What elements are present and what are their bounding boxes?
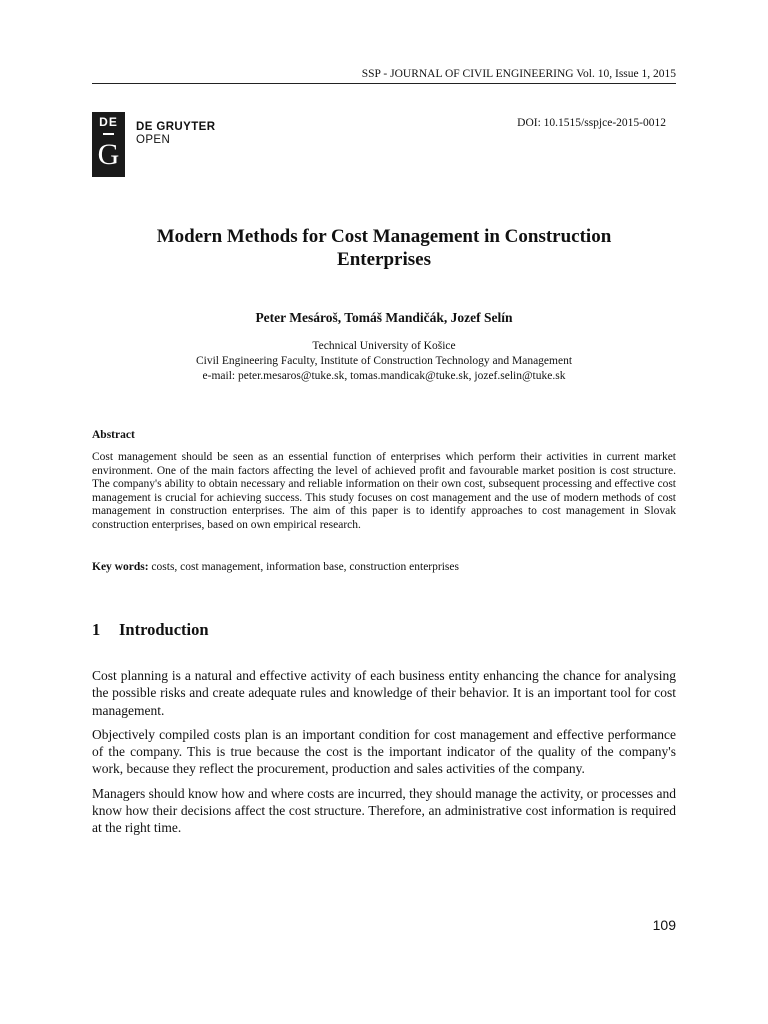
publisher-logo (92, 112, 125, 177)
section-body (92, 667, 676, 844)
paragraph: Objectively compiled costs plan is an important condition for cost management and effective performance of the company. This is true because the cost is the important indicator of the quality of the company's work, because they reflect the procurement, production and sales activities of the company. (92, 726, 676, 777)
affiliation-university: Technical University of Košice (312, 340, 456, 352)
keywords-label: Key words: (92, 561, 149, 573)
abstract-text: Cost management should be seen as an essential function of enterprises which perform their activities in current market environment. One of the main factors affecting the level of achieved profit and favourable market position is cost structure. The company's ability to obtain necessary and reliable information on their own cost, subsequent processing and effective cost management is crucial for achieving success. This study focuses on cost management and the use of modern methods of cost management in construction enterprises. The aim of this paper is to identify approaches to cost management in Slovak construction enterprises, based on own empirical research. (92, 451, 676, 531)
section-title: Introduction (119, 620, 209, 639)
section-number: 1 (92, 620, 101, 639)
brand-line2: OPEN (136, 134, 171, 146)
paragraph: Cost planning is a natural and effective activity of each business entity enhancing the chance for analysing the possible risks and create adequate rules and knowledge of their behavior. It is an important tool for cost management. (92, 668, 676, 718)
paragraph: Managers should know how and where costs are incurred, they should manage the activity, or processes and know how their decisions affect the cost structure. Therefore, an administrative cost information is required at the right time. (92, 785, 676, 836)
keywords-text: costs, cost management, information base, construction enterprises (148, 561, 459, 573)
paper-title (92, 225, 676, 271)
affiliation-faculty: Civil Engineering Faculty, Institute of Construction Technology and Management (195, 355, 573, 367)
title-line2: Enterprises (337, 249, 431, 270)
section-heading (92, 620, 209, 640)
page-number: 109 (652, 917, 676, 933)
logo-mark-bar (103, 133, 114, 135)
authors: Peter Mesároš, Tomáš Mandičák, Jozef Selín (255, 310, 513, 325)
running-head: SSP - JOURNAL OF CIVIL ENGINEERING Vol. 10, Issue 1, 2015 (361, 68, 676, 80)
doi: DOI: 10.1515/sspjce-2015-0012 (517, 117, 666, 129)
abstract-heading: Abstract (92, 429, 135, 441)
logo-mark-bottom: G (97, 138, 120, 171)
keywords (92, 560, 676, 574)
header-rule (92, 83, 676, 84)
logo-mark-top: DE (99, 115, 118, 129)
title-line1: Modern Methods for Cost Management in Construction (156, 226, 612, 247)
publisher-brand (136, 121, 215, 147)
affiliation-emails: e-mail: peter.mesaros@tuke.sk, tomas.mandicak@tuke.sk, jozef.selin@tuke.sk (202, 370, 566, 382)
affiliation (92, 339, 676, 384)
brand-line1: DE GRUYTER (136, 121, 216, 133)
